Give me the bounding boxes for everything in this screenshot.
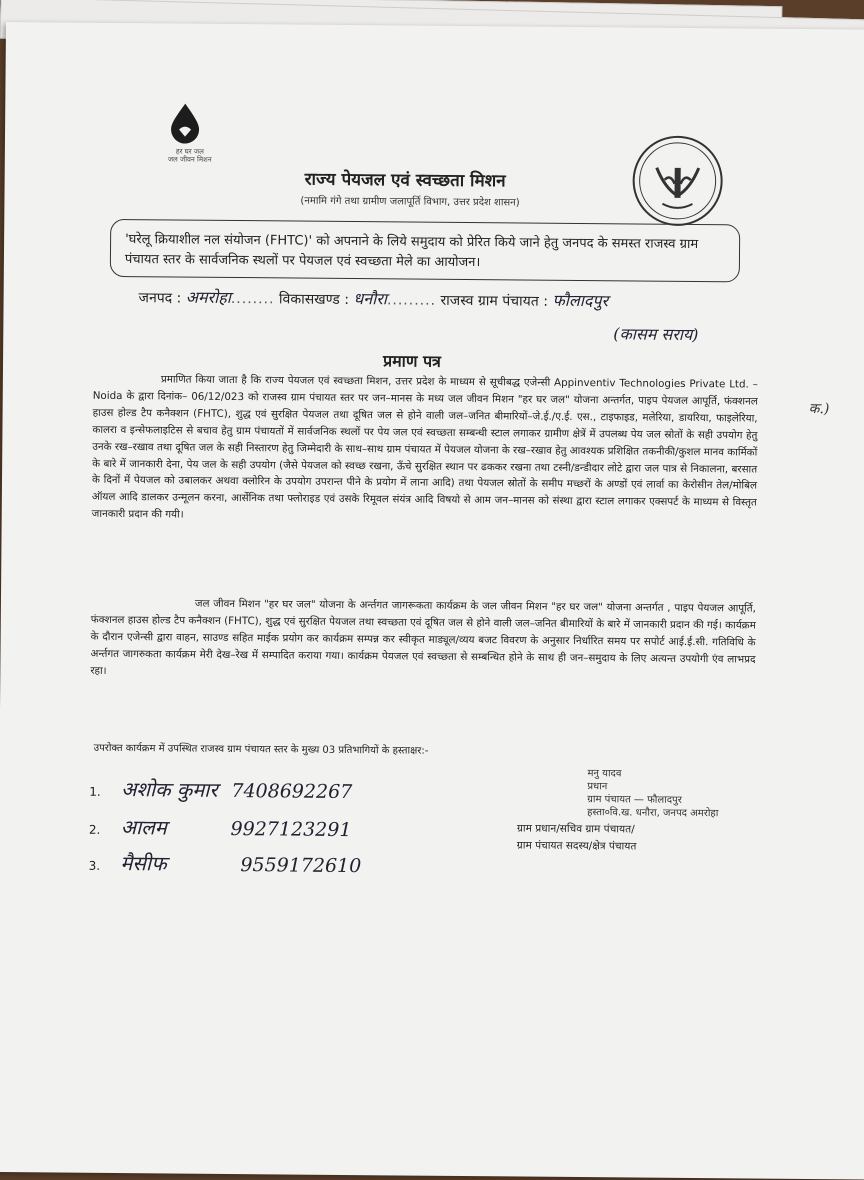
stamp-line-1: मनु यादव [587,768,622,780]
certificate-paragraph-2: जल जीवन मिशन "हर घर जल" योजना के अर्न्तगत जागरूकता कार्यक्रम के जल जीवन मिशन "हर घर जल" योजना अन्तर्गत , पाइप पेयजल आपूर्ति, फंक्शनल हाउस होल्ड टैप कनैक्शन (FHTC), शुद्ध एवं सुरक्षित पेयजल तथा स्वच्छता एवं दूषित जल से होने वाली जल–जनित बीमारियों के बारे में जानकारी प्रदान की गई। कार्यक्रम के दौरान एजेन्सी द्वारा वाहन, साउण्ड सहित माईक प्रयोग कर कार्यक्रम सम्पन्न कर स्वीकृत माड्यूल/व्यय बजट विवरण के अनुसार निर्धारित समय पर सपोर्ट आई.ई.सी. गतिविधि के अर्न्तगत जागरुकता कार्यक्रम मेरी देख–रेख में सम्पादित कराया गया। कार्यक्रम पेयजल एवं स्वच्छता से सम्बन्धित होने के साथ ही जन–समुदाय के लिए अत्यन्त उपयोगी एंव लाभप्रद रहा। [90,597,756,677]
signatory-name: आलम [120,815,167,840]
district-label: जनपद : [138,290,182,307]
village-value: फौलादपुर [552,290,609,311]
signatory-phone: 7408692267 [231,779,353,804]
logo-caption-2: जल जीवन मिशन [167,155,212,164]
signatory-phone: 9927123291 [230,817,352,842]
signatories-intro: उपरोक्त कार्यक्रम में उपस्थित राजस्व ग्राम पंचायत स्तर के मुख्य 03 प्रतिभागियों के हस्ताक्षर:- [93,742,429,757]
designation-line-2: ग्राम पंचायत सदस्य/क्षेत्र पंचायत [516,839,637,853]
certificate-paragraph-1: प्रमाणित किया जाता है कि राज्य पेयजल एवं स्वच्छता मिशन, उत्तर प्रदेश के माध्यम से सूचीबद्ध एजेन्सी Appinventiv Technologies Private Ltd. – Noida के द्वारा दिनांक– 06/12/023 को राजस्व ग्राम पंचायत स्तर पर जन–मानस के मध्य जल जीवन मिशन "हर घर जल" योजना अन्तर्गत, पाइप पेयजल आपूर्ति, फंक्शनल हाउस होल्ड टैप कनैक्शन (FHTC), शुद्ध एवं सुरक्षित पेयजल तथा दूषित जल से होने वाली जल–जनित बीमारियों–जे.ई./ए.ई. एस., टाइफाइड, मलेरिया, डायरिया, फाइलेरिया, कालरा व इन्सेफलाइटिस से बचाव हेतु ग्राम पंचायतों में सार्वजनिक स्थलों पर पेय जल एवं स्वच्छता सम्बन्धी स्टाल लगाकर ग्रामीण क्षेत्रें में उपलब्ध पेय जल स्रोतों के सही उपयोग हेतु उनके रख–रखाव तथा दूषित जल के सही निस्तारण हेतु जिम्मेदारी के साथ–साथ ग्राम पंचायत में पेयजल योजना के रख–रखाव हेतु आवश्यक प्रशिक्षित तकनीकी/कुशल मानव कार्मिकों के बारे में जानकारी देना, पेय जल के सही उपयोग (जैसे पेयजल को स्वच्छ रखना, ऊँचे सुरक्षित स्थान पर ढककर रखना तथा टस्नी/डन्डीदार लोटे द्वारा जल पात्र से निकालना, बरसात के दिनों में पेयजल को उबालकर अथवा क्लोरिन के उपयोग उपरान्त पीने के प्रयोग में लाना आदि) तथा पेयजल स्रोतों के समीप मच्छरों के अण्डों एवं लार्वा का केरोसीन तेल/मोबिल ऑयल आदि डालकर उन्मूलन करना, आर्सेनिक तथा फ्लोराइड एवं उसके रिमूवल संयंत्र आदि विषयो से आम जन–मानस को संस्था द्वारा स्टाल लगाकर एक्सपर्ट के माध्यम से विस्तृत जानकारी प्रदान की गयी। [91,373,758,521]
district-value: अमरोहा [185,287,231,307]
event-banner: 'घरेलू क्रियाशील नल संयोजन (FHTC)' को अपनाने के लिये समुदाय को प्रेरित किये जाने हेतु जनपद के समस्त राजस्व ग्राम पंचायत स्तर के सार्वजनिक स्थलों पर पेयजल एवं स्वच्छता मेले का आयोजन। [110,219,740,282]
certificate-document [0,22,864,1180]
margin-note: क.) [808,401,830,418]
block-value: धनौरा [353,289,388,309]
water-drop-icon [169,103,201,143]
signing-designation [517,820,637,855]
stamp-line-4: हस्ता०वि.ख. धनौरा, जनपद अमरोहा [587,807,719,820]
location-fields: जनपद : अमरोहा........ विकासखण्ड : धनौरा......... राजस्व ग्राम पंचायत : फौलादपुर [138,287,609,311]
village-label: राजस्व ग्राम पंचायत : [440,292,549,310]
page-subtitle: (नमामि गंगे तथा ग्रामीण जलापूर्ति विभाग, उत्तर प्रदेश शासन) [300,195,520,209]
signatory-name: मैसीफ [120,851,167,876]
certificate-heading: प्रमाण पत्र [382,351,442,371]
block-label: विकासखण्ड : [278,291,350,309]
signatory-row [89,813,352,842]
up-state-emblem-icon [632,135,723,226]
page-title: राज्य पेयजल एवं स्वच्छता मिशन [304,169,506,192]
logo-caption-1: हर घर जल [175,147,204,156]
signatory-phone: 9559172610 [240,854,362,878]
pradhan-stamp [587,767,719,820]
jal-jeevan-mission-logo [155,103,226,174]
stamp-line-2: प्रधान [587,781,608,793]
signatory-row [89,849,362,878]
signatory-number: 1. [89,784,101,799]
signatory-name: अशोक कुमार [121,777,218,802]
village-value-secondary: (कासम सराय) [613,324,699,345]
signatory-number: 2. [88,822,101,837]
stamp-line-3: ग्राम पंचायत — फौलादपुर [587,794,682,806]
designation-line-1: ग्राम प्रधान/सचिव ग्राम पंचायत/ [516,822,635,836]
signatory-number: 3. [88,858,101,873]
signatory-row [89,775,352,804]
